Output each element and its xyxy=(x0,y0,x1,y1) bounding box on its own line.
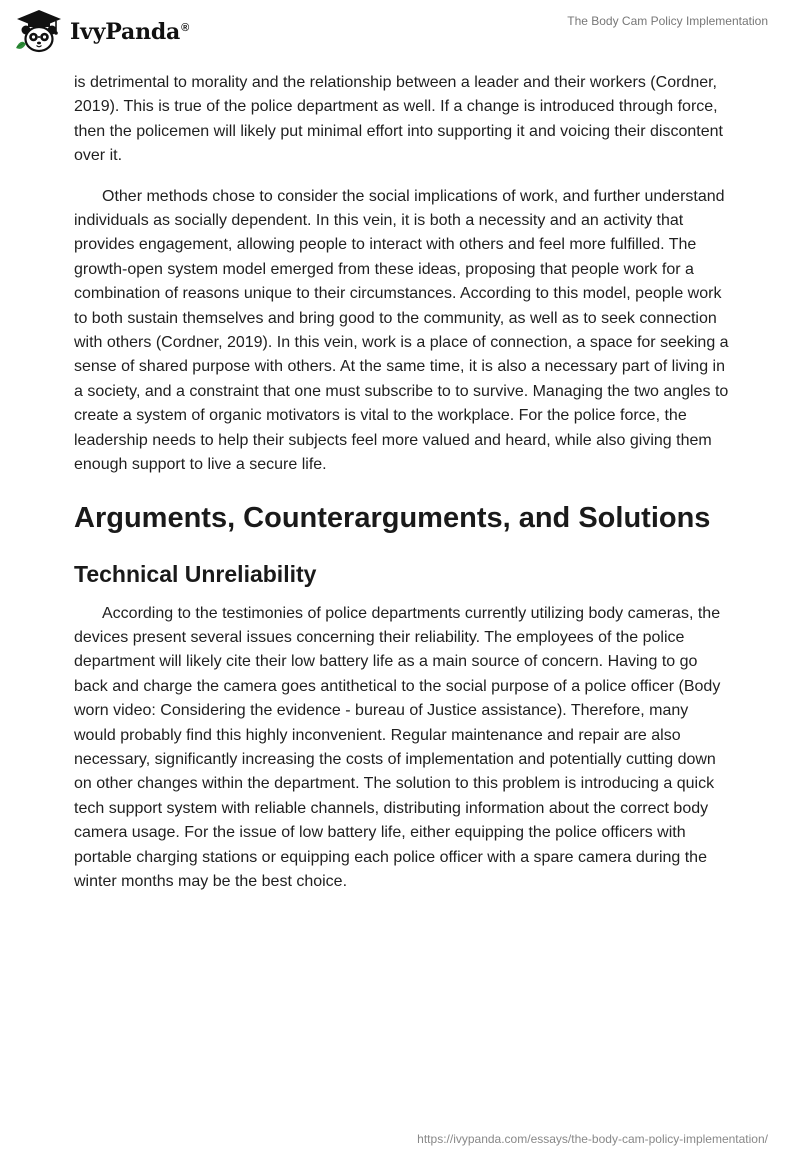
ivypanda-logo[interactable] xyxy=(14,8,189,54)
section-heading: Arguments, Counterarguments, and Solutions xyxy=(74,501,711,534)
source-url[interactable]: https://ivypanda.com/essays/the-body-cam-policy-implementation/ xyxy=(417,1132,768,1146)
panda-graduate-icon xyxy=(14,8,64,54)
logo-wordmark xyxy=(70,19,189,45)
document-title: The Body Cam Policy Implementation xyxy=(567,14,768,28)
subsection-heading: Technical Unreliability xyxy=(74,560,317,587)
logo-text: IvyPanda xyxy=(70,19,181,45)
essay-content xyxy=(74,71,730,894)
paragraph-social-implications: Other methods chose to consider the social implications of work, and further understand individuals as socially dependent. In this vein, it is both a necessity and an activity that provides engagement, allowing people to interact with others and feel more fulfilled. The growth-open system model emerged from these ideas, proposing that people work for a combination of reasons unique to their circumstances. According to this model, people work to both sustain themselves and bring good to the community, as well as to seek connection with others (Cordner, 2019). In this vein, work is a place of connection, a space for seeking a sense of shared purpose with others. At the same time, it is also a necessary part of living in a society, and a constraint that one must subscribe to to survive. Managing the two angles to create a system of organic motivators is vital to the workplace. For the police force, the leadership needs to help their subjects feel more valued and heard, while also giving them enough support to live a secure life. xyxy=(74,187,729,474)
paragraph-continuation: is detrimental to morality and the relationship between a leader and their workers (Cordner, 2019). This is true of the police department as well. If a change is introduced through force, then the policemen will likely put minimal effort into supporting it and voicing their discontent over it. xyxy=(74,74,723,165)
paragraph-technical-unreliability: According to the testimonies of police departments currently utilizing body cameras, the devices present several issues concerning their reliability. The employees of the police department will likely cite their low battery life as a main source of concern. Having to go back and charge the camera goes antithetical to the social purpose of a police officer (Body worn video: Considering the evidence - bureau of Justice assistance). Therefore, many would probably find this highly inconvenient. Regular maintenance and repair are also necessary, significantly increasing the costs of implementation and potentially cutting down on other changes within the department. The solution to this problem is introducing a quick tech support system with reliable channels, distributing information about the correct body camera usage. For the issue of low battery life, either equipping the police officers with portable charging stations or equipping each police officer with a spare camera during the winter months may be the best choice. xyxy=(74,604,721,890)
page-header xyxy=(0,0,800,70)
registered-mark: ® xyxy=(181,21,190,34)
